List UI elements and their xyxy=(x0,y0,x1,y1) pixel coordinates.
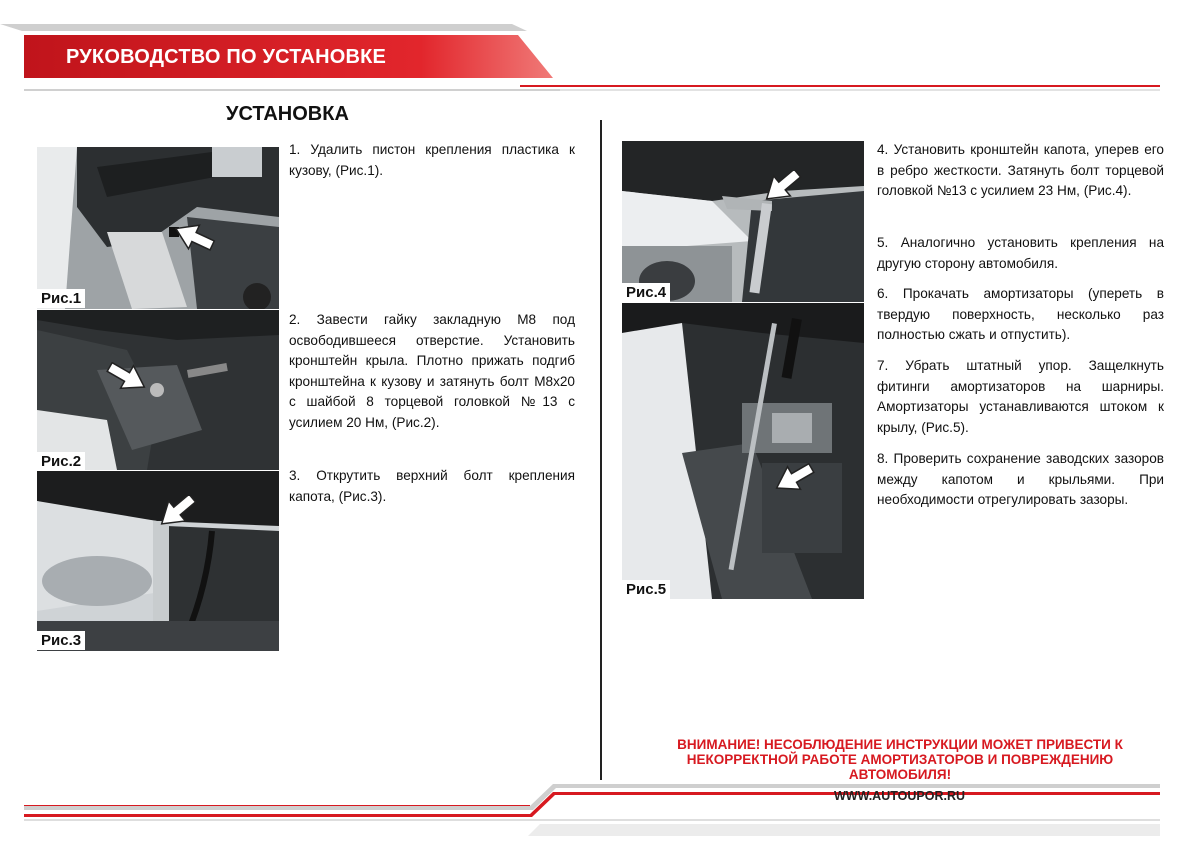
photo-fig2 xyxy=(37,310,279,470)
fig3-caption: Рис.3 xyxy=(37,631,85,650)
photo-fig3 xyxy=(37,471,279,651)
engine-bay-illustration xyxy=(37,310,279,470)
step-5: 5. Аналогично установить крепления на другую сторону автомобиля. xyxy=(877,235,1164,271)
step-2: 2. Завести гайку закладную М8 под освободившееся отверстие. Установить кронштейн крыла. Плотно прижать подгиб кронштейна к кузову и затянуть болт М8х20 с шайбой 8 торцевой головкой №13 с усилием 20 Нм, (Рис.2). xyxy=(289,312,575,430)
engine-bay-illustration xyxy=(37,147,279,309)
fig1-caption: Рис.1 xyxy=(37,289,85,308)
step-1: 1. Удалить пистон крепления пластика к кузову, (Рис.1). xyxy=(289,142,575,178)
fig2-caption: Рис.2 xyxy=(37,452,85,470)
footer-band xyxy=(0,780,1181,840)
arrow-icon xyxy=(772,463,816,497)
photo-fig1 xyxy=(37,147,279,309)
step-3: 3. Открутить верхний болт крепления капота, (Рис.3). xyxy=(289,468,575,504)
arrow-icon xyxy=(155,496,199,530)
arrow-icon xyxy=(105,362,149,394)
step-4: 4. Установить кронштейн капота, уперев его в ребро жесткости. Затянуть болт торцевой головкой №13 с усилием 23 Нм, (Рис.4). xyxy=(877,142,1164,198)
header-title: РУКОВОДСТВО ПО УСТАНОВКЕ xyxy=(66,46,387,68)
fig4-caption: Рис.4 xyxy=(622,283,670,302)
engine-bay-illustration xyxy=(622,303,864,599)
column-divider xyxy=(600,120,602,780)
engine-bay-illustration xyxy=(622,141,864,302)
website-link[interactable]: WWW.AUTOUPOR.RU xyxy=(834,789,966,803)
photo-fig5 xyxy=(622,303,864,599)
arrow-icon xyxy=(172,222,216,252)
step-7: 7. Убрать штатный упор. Защелкнуть фитинги амортизаторов на шарниры. Амортизаторы устанавливаются штоком к крылу, (Рис.5). xyxy=(877,358,1164,435)
warning-text: ВНИМАНИЕ! НЕСОБЛЮДЕНИЕ ИНСТРУКЦИИ МОЖЕТ ПРИВЕСТИ К НЕКОРРЕКТНОЙ РАБОТЕ АМОРТИЗАТОРОВ И ПОВРЕЖДЕНИЮ АВТОМОБИЛЯ! xyxy=(677,737,1123,782)
fig5-caption: Рис.5 xyxy=(622,580,670,599)
step-8: 8. Проверить сохранение заводских зазоров между капотом и крыльями. При необходимости отрегулировать зазоры. xyxy=(877,451,1164,507)
step-6: 6. Прокачать амортизаторы (упереть в твердую поверхность, несколько раз полностью сжать и отпустить). xyxy=(877,286,1164,342)
section-title: УСТАНОВКА xyxy=(226,103,349,125)
arrow-icon xyxy=(760,171,804,205)
photo-fig4 xyxy=(622,141,864,302)
